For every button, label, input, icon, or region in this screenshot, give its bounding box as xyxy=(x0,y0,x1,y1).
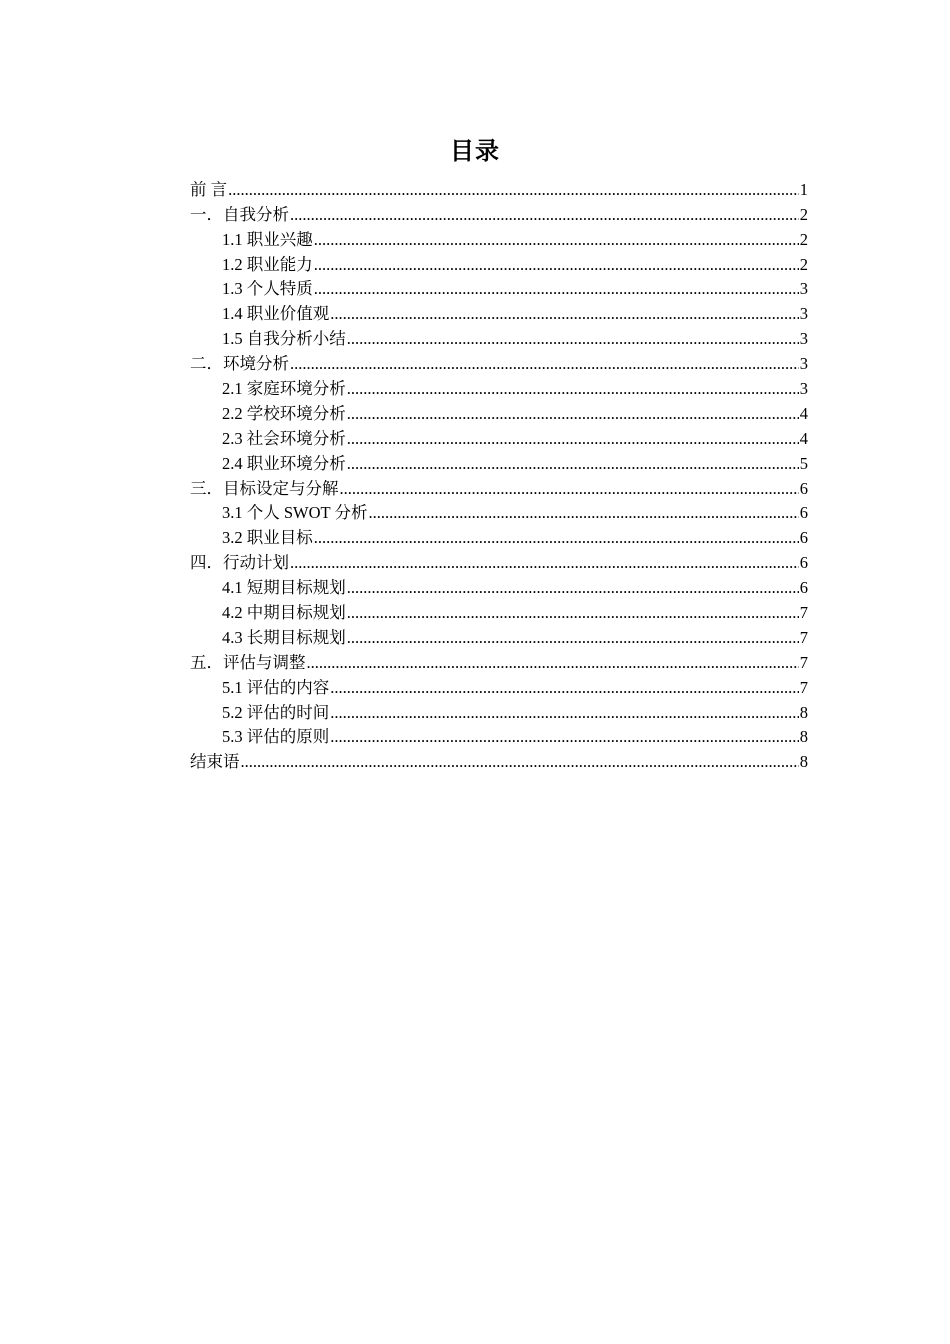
toc-entry-label: 1.4 职业价值观 xyxy=(222,304,330,324)
toc-entry[interactable] xyxy=(190,673,808,698)
toc-entry-page-number: 7 xyxy=(799,603,808,623)
toc-entry-label: 4.2 中期目标规划 xyxy=(222,603,346,623)
toc-dot-leader xyxy=(307,653,799,673)
toc-entry-page-number: 4 xyxy=(799,403,808,423)
toc-entry-label: 5.1 评估的内容 xyxy=(222,677,330,697)
toc-list xyxy=(190,175,808,772)
toc-entry-page-number: 3 xyxy=(799,329,808,349)
toc-entry-label: 结束语 xyxy=(190,752,240,772)
toc-entry-page-number: 1 xyxy=(799,179,808,199)
toc-dot-leader xyxy=(347,379,799,399)
toc-entry-label: 2.4 职业环境分析 xyxy=(222,453,346,473)
toc-entry-label: 5.3 评估的原则 xyxy=(222,727,330,747)
toc-entry[interactable] xyxy=(190,349,808,374)
toc-entry-label: 1.2 职业能力 xyxy=(222,254,313,274)
toc-entry[interactable] xyxy=(190,225,808,250)
toc-entry-label: 四．行动计划 xyxy=(190,553,289,573)
toc-entry-page-number: 6 xyxy=(799,503,808,523)
toc-dot-leader xyxy=(330,727,799,747)
toc-dot-leader xyxy=(314,528,799,548)
toc-entry-label: 2.3 社会环境分析 xyxy=(222,428,346,448)
toc-entry-label: 4.1 短期目标规划 xyxy=(222,578,346,598)
toc-entry-label: 2.2 学校环境分析 xyxy=(222,403,346,423)
toc-entry-label: 4.3 长期目标规划 xyxy=(222,627,346,647)
toc-dot-leader xyxy=(290,205,799,225)
toc-entry-page-number: 8 xyxy=(799,702,808,722)
toc-dot-leader xyxy=(368,503,798,523)
toc-entry[interactable] xyxy=(190,474,808,499)
toc-entry-label: 3.1 个人 SWOT 分析 xyxy=(222,503,368,523)
toc-entry-label: 一．自我分析 xyxy=(190,204,289,224)
toc-entry-page-number: 5 xyxy=(799,453,808,473)
toc-entry-page-number: 7 xyxy=(799,677,808,697)
toc-entry[interactable] xyxy=(190,698,808,723)
toc-entry-label: 5.2 评估的时间 xyxy=(222,702,330,722)
toc-entry[interactable] xyxy=(190,648,808,673)
toc-dot-leader xyxy=(347,404,799,424)
toc-entry[interactable] xyxy=(190,523,808,548)
toc-dot-leader xyxy=(314,255,799,275)
toc-dot-leader xyxy=(347,329,799,349)
toc-entry-page-number: 2 xyxy=(799,254,808,274)
toc-entry-page-number: 6 xyxy=(799,478,808,498)
toc-dot-leader xyxy=(347,578,799,598)
toc-entry[interactable] xyxy=(190,548,808,573)
toc-entry-label: 1.3 个人特质 xyxy=(222,279,313,299)
toc-dot-leader xyxy=(330,304,799,324)
toc-entry-page-number: 6 xyxy=(799,528,808,548)
toc-entry-page-number: 2 xyxy=(799,229,808,249)
toc-dot-leader xyxy=(314,279,799,299)
toc-entry[interactable] xyxy=(190,275,808,300)
toc-entry-page-number: 3 xyxy=(799,354,808,374)
toc-entry[interactable] xyxy=(190,374,808,399)
toc-entry-label: 二．环境分析 xyxy=(190,354,289,374)
toc-entry-label: 三．目标设定与分解 xyxy=(190,478,339,498)
toc-entry[interactable] xyxy=(190,250,808,275)
toc-entry-label: 2.1 家庭环境分析 xyxy=(222,379,346,399)
toc-title: 目录 xyxy=(450,137,500,165)
toc-entry-label: 前 言 xyxy=(190,179,228,199)
toc-entry[interactable] xyxy=(190,424,808,449)
toc-entry[interactable] xyxy=(190,449,808,474)
toc-dot-leader xyxy=(347,429,799,449)
toc-dot-leader xyxy=(347,628,799,648)
toc-entry[interactable] xyxy=(190,598,808,623)
toc-dot-leader xyxy=(347,603,799,623)
toc-entry[interactable] xyxy=(190,200,808,225)
toc-dot-leader xyxy=(290,553,799,573)
toc-entry-page-number: 4 xyxy=(799,428,808,448)
toc-entry-page-number: 8 xyxy=(799,727,808,747)
toc-dot-leader xyxy=(241,752,799,772)
toc-dot-leader xyxy=(290,354,799,374)
toc-entry[interactable] xyxy=(190,573,808,598)
toc-entry-page-number: 3 xyxy=(799,304,808,324)
toc-dot-leader xyxy=(330,703,799,723)
toc-entry[interactable] xyxy=(190,747,808,772)
toc-entry-page-number: 6 xyxy=(799,578,808,598)
toc-entry[interactable] xyxy=(190,723,808,748)
toc-dot-leader xyxy=(314,230,799,250)
toc-entry[interactable] xyxy=(190,399,808,424)
toc-dot-leader xyxy=(347,454,799,474)
toc-entry-page-number: 7 xyxy=(799,652,808,672)
toc-entry[interactable] xyxy=(190,623,808,648)
toc-entry-page-number: 3 xyxy=(799,379,808,399)
toc-dot-leader xyxy=(330,678,799,698)
toc-dot-leader xyxy=(340,479,799,499)
toc-entry[interactable] xyxy=(190,324,808,349)
toc-entry[interactable] xyxy=(190,175,808,200)
toc-entry[interactable] xyxy=(190,299,808,324)
toc-dot-leader xyxy=(228,180,799,200)
toc-entry-page-number: 3 xyxy=(799,279,808,299)
toc-entry-label: 五．评估与调整 xyxy=(190,652,306,672)
toc-entry-page-number: 7 xyxy=(799,627,808,647)
toc-entry-label: 1.1 职业兴趣 xyxy=(222,229,313,249)
toc-entry-page-number: 2 xyxy=(799,204,808,224)
toc-entry-label: 3.2 职业目标 xyxy=(222,528,313,548)
toc-entry-page-number: 6 xyxy=(799,553,808,573)
toc-entry-page-number: 8 xyxy=(799,752,808,772)
toc-entry[interactable] xyxy=(190,499,808,524)
toc-entry-label: 1.5 自我分析小结 xyxy=(222,329,346,349)
